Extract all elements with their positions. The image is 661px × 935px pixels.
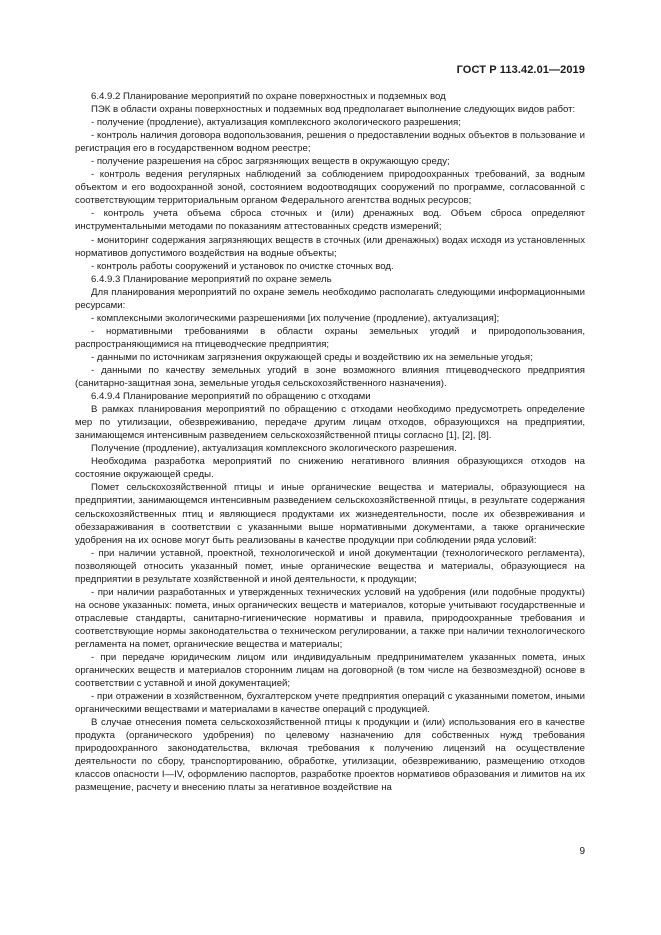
paragraph: Помет сельскохозяйственной птицы и иные органические вещества и материалы, образующиеся на предприятии, занимающемся интенсивным разведением сельскохозяйственной птицы, в результате содержания сельскохозяйственных птиц и являющиеся продуктами их жизнедеятельности, после их обезвреживания и обеззараживания в соответствии с указанными выше нормативными документами, а также органические удобрения на их основе могут быть реализованы в качестве продукции при соблюдении ряда условий: — [75, 482, 585, 546]
list-item: - нормативными требованиями в области охраны земельных угодий и природопользования, распространяющимися на птицеводческие предприятия; — [75, 325, 585, 350]
list-item: - контроль учета объема сброса сточных и (или) дренажных вод. Объем сброса определяют инструментальными методами по показаниям аттестованных средств измерений; — [75, 208, 585, 233]
section-heading-6-4-9-3: 6.4.9.3 Планирование мероприятий по охране земель — [91, 273, 332, 285]
paragraph: В случае отнесения помета сельскохозяйственной птицы к продукции и (или) использования его в качестве продукта (органического удобрения) по целевому назначению для собственных нужд требования природоохранного законодательства, включая требования к получению лицензий на осуществление деятельности по сбору, транспортированию, обработке, утилизации, обезвреживанию, размещению отходов классов опасности I—IV, оформлению паспортов, разработке проектов нормативов образования и лимитов на их размещение, расчету и внесению платы за негативное воздействие на — [75, 717, 585, 794]
document-body — [75, 90, 585, 795]
list-item: - при передаче юридическим лицом или индивидуальным предпринимателем указанных помета, иных органических веществ и материалов сторонним лицам на договорной (в том числе на безвозмездной) основе в соответствии с уставной и иной документацией; — [75, 652, 585, 690]
list-item: - контроль наличия договора водопользования, решения о предоставлении водных объектов в пользование и регистрация его в государственном водном реестре; — [75, 130, 585, 155]
list-item: - данными по источникам загрязнения окружающей среды и воздействию их на земельные угодья; — [91, 351, 533, 363]
paragraph: Необходима разработка мероприятий по снижению негативного влияния образующихся отходов на состояние окружающей среды. — [75, 456, 585, 481]
list-item: - контроль работы сооружений и установок по очистке сточных вод. — [91, 260, 394, 272]
paragraph: ПЭК в области охраны поверхностных и подземных вод предполагает выполнение следующих видов работ: — [91, 104, 576, 116]
paragraph: Получение (продление), актуализация комплексного экологического разрешения. — [91, 443, 457, 455]
list-item: - при наличии разработанных и утвержденных технических условий на удобрения (или подобные продукты) на основе указанных: помета, иных органических веществ и материалов, которые учитывают государственные и отраслевые стандарты, санитарно-гигиенические нормативы и правила, природоохранные требования и соответствующие нормы законодательства о техническом регулировании, а также при наличии технологического регламента на помет, органические вещества и материалы; — [75, 586, 585, 650]
list-item: - при отражении в хозяйственном, бухгалтерском учете предприятия операций с указанными пометом, иными органическими веществами и материалами в качестве операций с продукцией. — [75, 691, 585, 716]
list-item: - получение (продление), актуализация комплексного экологического разрешения; — [91, 117, 461, 129]
page-number: 9 — [579, 846, 585, 857]
list-item: - контроль ведения регулярных наблюдений за соблюдением природоохранных требований, за водным объектом и его водоохранной зоной, состоянием водоотводящих сооружений по программе, согласованной с соответствующим территориальным органом Федерального агентства водных ресурсов; — [75, 169, 585, 207]
list-item: - при наличии уставной, проектной, технологической и иной документации (технологического регламента), позволяющей относить указанный помет, иные органические вещества и материалы, образующиеся на предприятии в результате хозяйственной и иной деятельности, к продукции; — [75, 547, 585, 585]
list-item: - мониторинг содержания загрязняющих веществ в сточных (или дренажных) водах исходя из установленных нормативов допустимого воздействия на водные объекты; — [75, 234, 585, 259]
section-heading-6-4-9-2: 6.4.9.2 Планирование мероприятий по охране поверхностных и подземных вод — [91, 91, 446, 102]
section-heading-6-4-9-4: 6.4.9.4 Планирование мероприятий по обращению с отходами — [91, 391, 371, 403]
paragraph: Для планирования мероприятий по охране земель необходимо располагать следующими информационными ресурсами: — [75, 286, 585, 311]
list-item: - данными по качеству земельных угодий в зоне возможного влияния птицеводческого предприятия (санитарно-защитная зона, земельные угодья сельскохозяйственного назначения). — [75, 364, 585, 390]
list-item: - комплексными экологическими разрешениями [их получение (продление), актуализация]; — [91, 312, 500, 324]
document-id-header: ГОСТ Р 113.42.01—2019 — [456, 64, 585, 76]
paragraph: В рамках планирования мероприятий по обращению с отходами необходимо предусмотреть определение мер по утилизации, обезвреживанию, передаче другим лицам отходов, образующихся на предприятии, занимающемся интенсивным разведением сельскохозяйственной птицы согласно [1], [2], [8]. — [75, 404, 585, 442]
list-item: - получение разрешения на сброс загрязняющих веществ в окружающую среду; — [91, 156, 450, 168]
